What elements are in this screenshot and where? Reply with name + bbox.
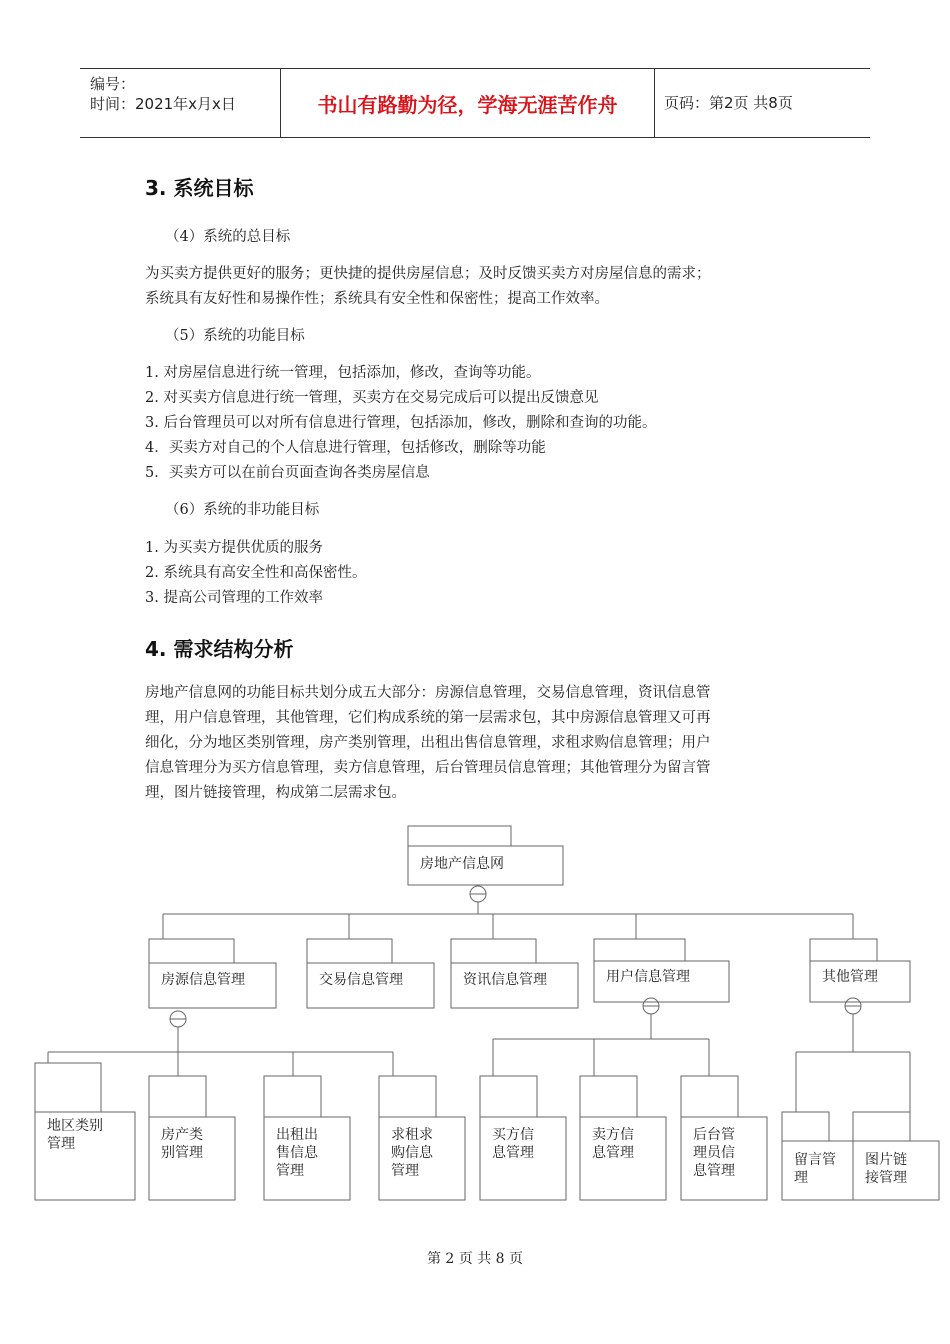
package-label: 管理 xyxy=(391,1163,419,1179)
header-page-label: 页码：第2页 共8页 xyxy=(664,94,793,112)
number-label: 编号： xyxy=(90,75,136,93)
package-label: 接管理 xyxy=(865,1170,907,1186)
package-label: 留言管 xyxy=(794,1152,836,1168)
list-item: 2. 系统具有高安全性和高保密性。 xyxy=(145,565,367,581)
paragraph-line: 理，图片链接管理，构成第二层需求包。 xyxy=(145,785,406,801)
section3-title: 3. 系统目标 xyxy=(145,176,254,200)
list-item: 2. 对买卖方信息进行统一管理，买卖方在交易完成后可以提出反馈意见 xyxy=(145,390,599,406)
root-package-tab xyxy=(408,826,511,846)
list-item: 1. 为买卖方提供优质的服务 xyxy=(145,540,323,556)
root-package-label: 房地产信息网 xyxy=(420,856,504,872)
paragraph-line: 细化，分为地区类别管理，房产类别管理，出租出售信息管理，求租求购信息管理；用户 xyxy=(145,735,711,751)
package-label: 后台管 xyxy=(693,1127,735,1143)
subsection-5-title: （5）系统的功能目标 xyxy=(165,328,305,344)
package-label: 图片链 xyxy=(865,1152,907,1168)
goal-text-line: 为买卖方提供更好的服务；更快捷的提供房屋信息；及时反馈买卖方对房屋信息的需求； xyxy=(145,266,711,282)
package-label: 别管理 xyxy=(161,1145,203,1161)
package-label: 管理 xyxy=(276,1163,304,1179)
package-label: 理员信 xyxy=(693,1145,735,1161)
package-label: 管理 xyxy=(47,1136,75,1152)
package-label: 其他管理 xyxy=(822,969,878,985)
list-item: 5．买卖方可以在前台页面查询各类房屋信息 xyxy=(145,465,430,481)
time-label: 时间：2021年x月x日 xyxy=(90,95,236,113)
package-label: 地区类别 xyxy=(47,1118,103,1134)
list-item: 4．买卖方对自己的个人信息进行管理，包括修改，删除等功能 xyxy=(145,440,546,456)
package-label: 购信息 xyxy=(391,1145,433,1161)
package-label: 息管理 xyxy=(492,1145,534,1161)
package-label: 买方信 xyxy=(492,1127,534,1143)
package-label: 交易信息管理 xyxy=(319,972,403,988)
subsection-4-title: （4）系统的总目标 xyxy=(165,229,291,245)
list-item: 3. 提高公司管理的工作效率 xyxy=(145,590,323,606)
paragraph-line: 理，用户信息管理，其他管理，它们构成系统的第一层需求包，其中房源信息管理又可再 xyxy=(145,710,711,726)
package-label: 用户信息管理 xyxy=(606,969,690,985)
package-label: 息管理 xyxy=(592,1145,634,1161)
package-label: 理 xyxy=(794,1170,808,1186)
subsection-6-title: （6）系统的非功能目标 xyxy=(165,502,320,518)
package-label: 卖方信 xyxy=(592,1127,634,1143)
package-label: 息管理 xyxy=(693,1163,735,1179)
package-label: 房源信息管理 xyxy=(161,972,245,988)
paragraph-line: 信息管理分为买方信息管理，卖方信息管理，后台管理员信息管理；其他管理分为留言管 xyxy=(145,760,711,776)
goal-text-line: 系统具有友好性和易操作性；系统具有安全性和保密性；提高工作效率。 xyxy=(145,291,609,307)
page-footer: 第 2 页 共 8 页 xyxy=(426,1251,524,1267)
package-label: 售信息 xyxy=(276,1145,318,1161)
package-label: 资讯信息管理 xyxy=(463,972,547,988)
header-motto: 书山有路勤为径，学海无涯苦作舟 xyxy=(280,69,655,137)
list-item: 3. 后台管理员可以对所有信息进行管理，包括添加，修改，删除和查询的功能。 xyxy=(145,415,657,431)
package-label: 出租出 xyxy=(276,1127,318,1143)
package-label: 求租求 xyxy=(391,1127,433,1143)
package-label: 房产类 xyxy=(161,1127,203,1143)
section4-title: 4. 需求结构分析 xyxy=(145,637,294,661)
list-item: 1. 对房屋信息进行统一管理，包括添加，修改，查询等功能。 xyxy=(145,365,541,381)
paragraph-line: 房地产信息网的功能目标共划分成五大部分：房源信息管理，交易信息管理，资讯信息管 xyxy=(145,685,711,701)
